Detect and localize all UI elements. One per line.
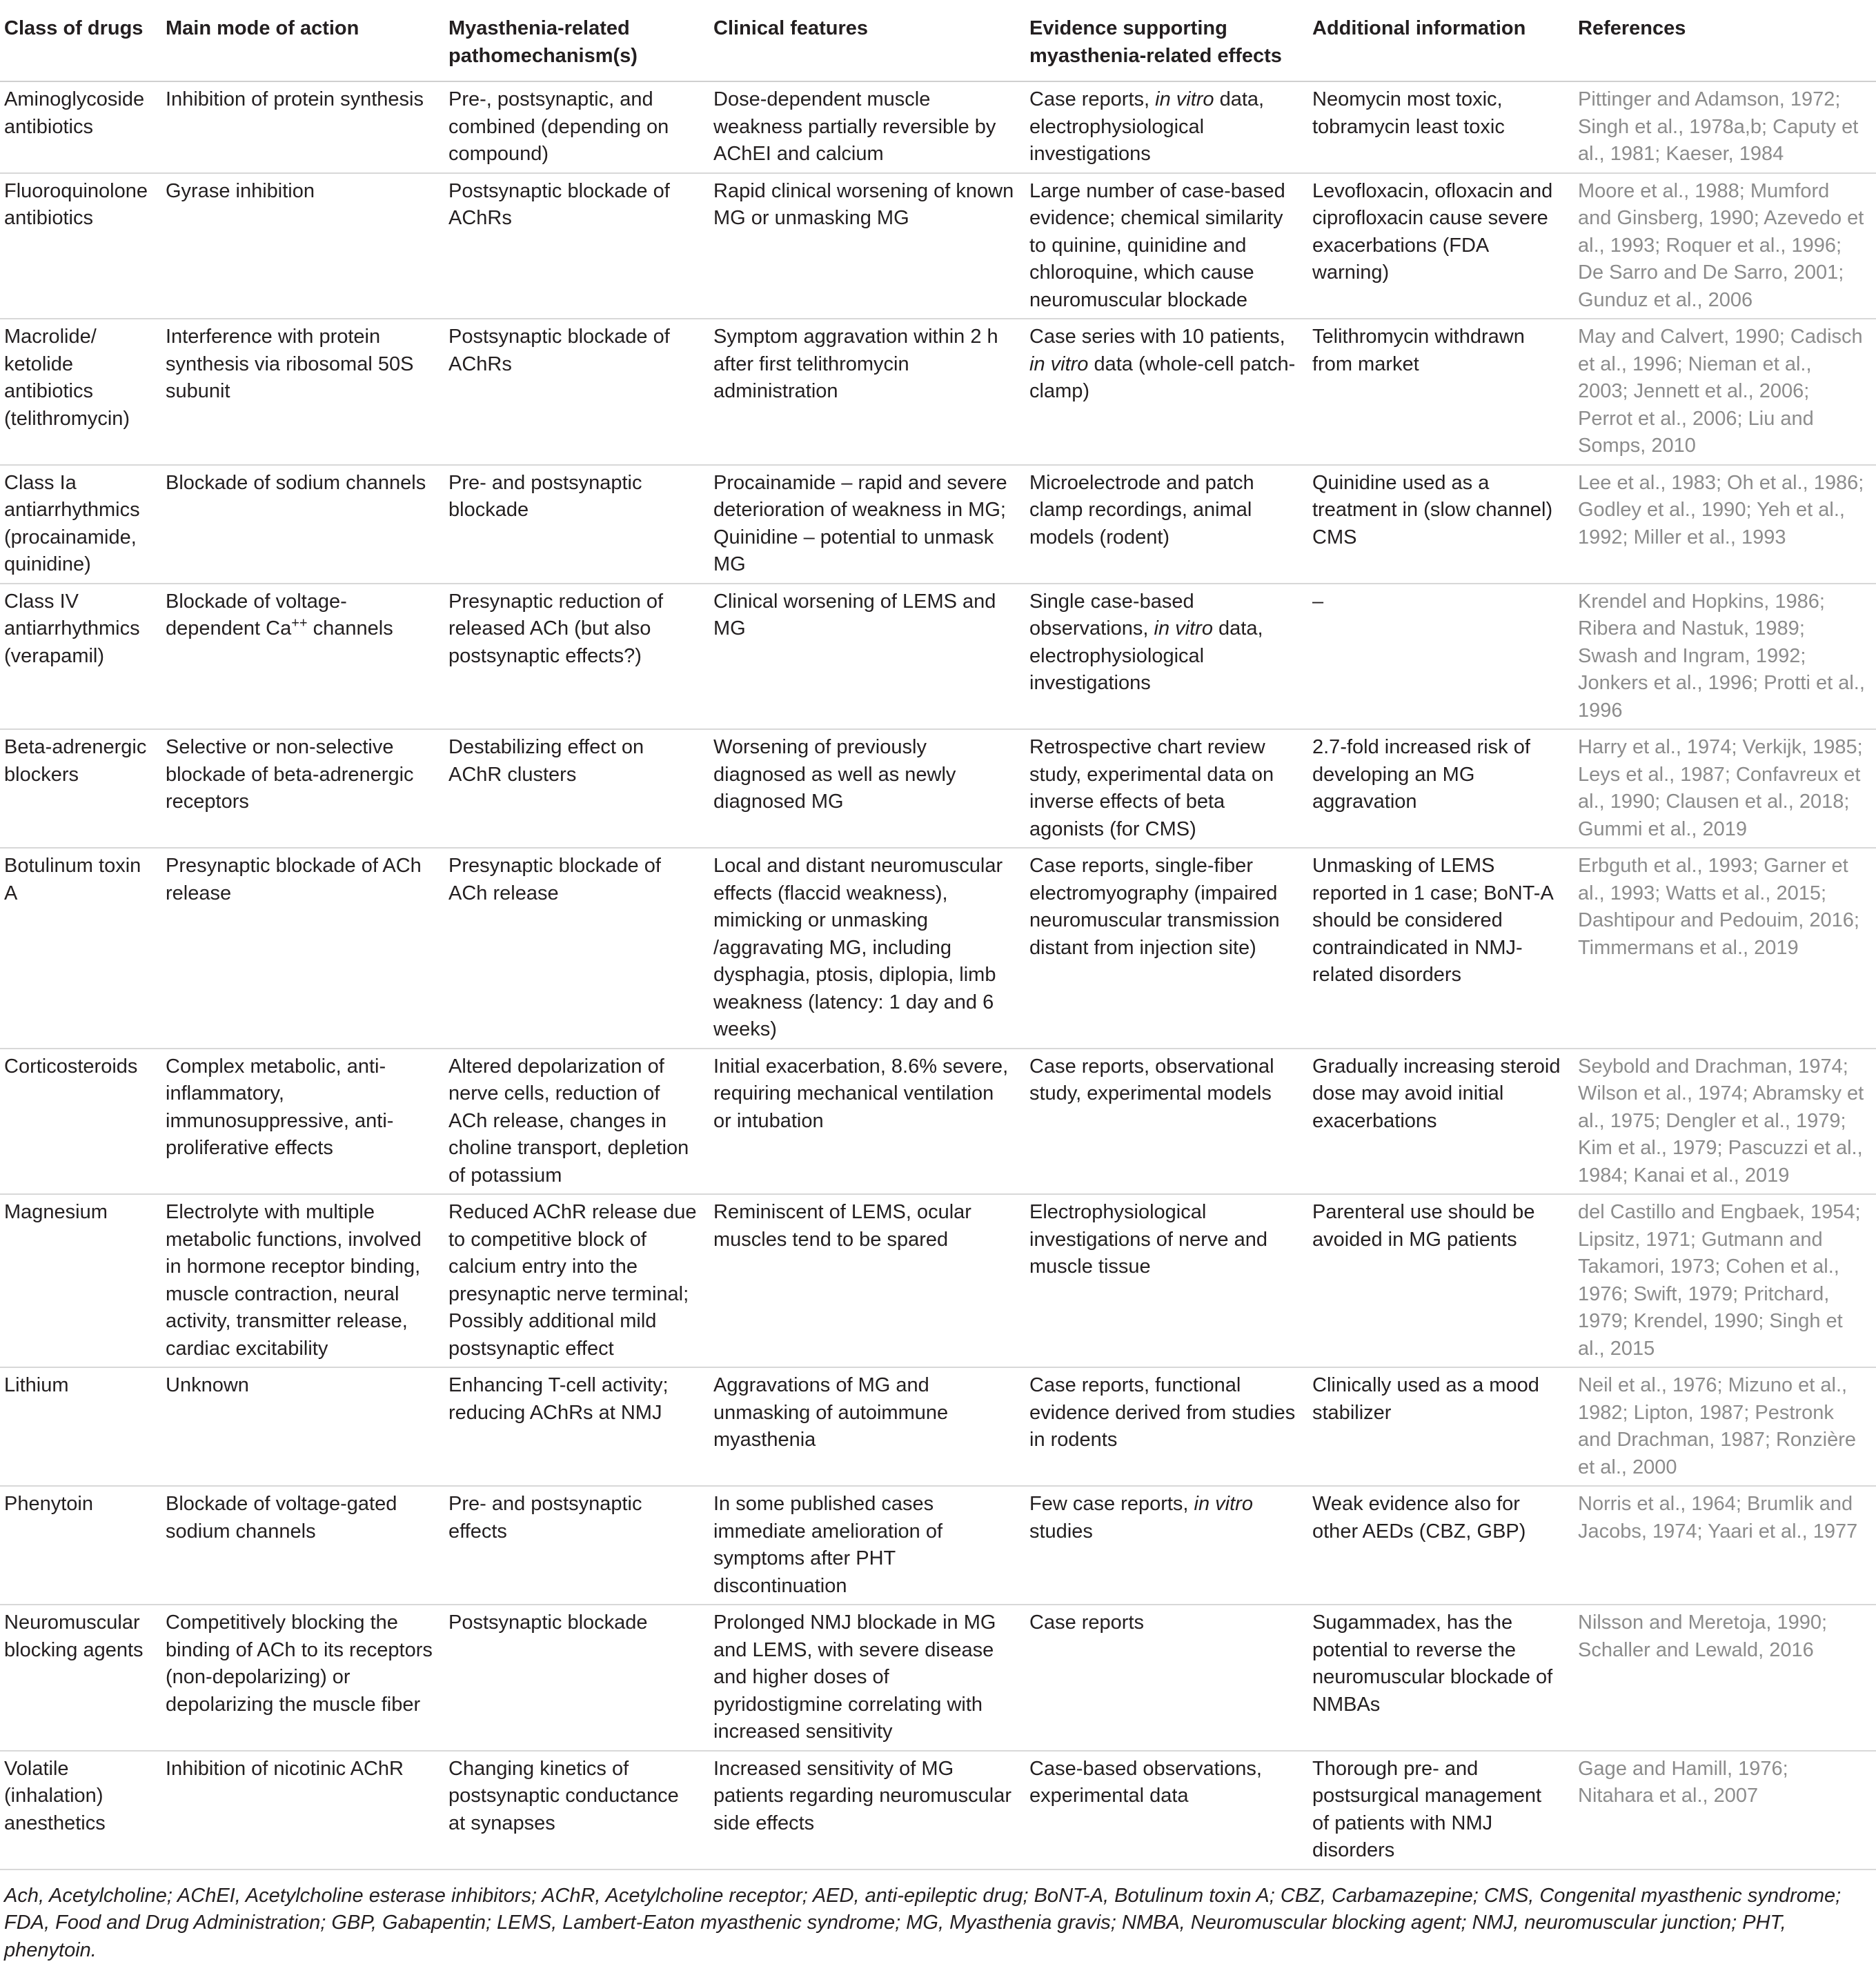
header-additional-info: Additional information (1307, 8, 1572, 81)
cell-mode-of-action: Selective or non-selective blockade of beta-adrenergic receptors (160, 729, 443, 848)
superscript-charge: ++ (291, 615, 307, 631)
evidence-italic-text: in vitro (1154, 617, 1213, 639)
table-row (0, 1367, 1876, 1486)
cell-clinical-features: Symptom aggravation within 2 h after first telithromycin administration (708, 319, 1024, 465)
cell-evidence (1024, 81, 1307, 173)
cell-mode-of-action: Interference with protein synthesis via ribosomal 50S subunit (160, 319, 443, 465)
cell-mode-of-action: Inhibition of nicotinic AChR (160, 1751, 443, 1869)
cell-drug-class: Class IV antiarrhythmics (verapamil) (0, 584, 160, 730)
evidence-italic-text: in vitro (1029, 353, 1088, 375)
cell-pathomechanism: Pre- and postsynaptic blockade (443, 465, 708, 584)
cell-mode-of-action: Electrolyte with multiple metabolic functions, involved in hormone receptor binding, muscle contraction, neural activity, transmitter release, cardiac excitability (160, 1194, 443, 1367)
header-evidence: Evidence supporting myasthenia-related effects (1024, 8, 1307, 81)
cell-mode-of-action: Blockade of sodium channels (160, 465, 443, 584)
cell-drug-class: Aminoglycoside antibiotics (0, 81, 160, 173)
cell-references: May and Calvert, 1990; Cadisch et al., 1996; Nieman et al., 2003; Jennett et al., 2006; Perrot et al., 2006; Liu and Somps, 2010 (1572, 319, 1876, 465)
evidence-text: Case reports, functional evidence derived from studies in rodents (1029, 1374, 1295, 1451)
cell-pathomechanism: Pre- and postsynaptic effects (443, 1486, 708, 1605)
cell-additional-info: Telithromycin withdrawn from market (1307, 319, 1572, 465)
cell-evidence (1024, 1194, 1307, 1367)
cell-evidence (1024, 1486, 1307, 1605)
evidence-text-continued: data, electrophysiological investigations (1029, 88, 1264, 165)
cell-pathomechanism: Altered depolarization of nerve cells, reduction of ACh release, changes in choline transport, depletion of potassium (443, 1049, 708, 1195)
cell-additional-info: 2.7-fold increased risk of developing an MG aggravation (1307, 729, 1572, 848)
cell-references: Erbguth et al., 1993; Garner et al., 1993; Watts et al., 2015; Dashtipour and Pedouim, 2016; Timmermans et al., 2019 (1572, 848, 1876, 1049)
evidence-text-continued: studies (1029, 1520, 1093, 1543)
table-row (0, 584, 1876, 730)
table-row (0, 465, 1876, 584)
cell-mode-of-action: Gyrase inhibition (160, 173, 443, 319)
header-row (0, 8, 1876, 81)
evidence-italic-text: in vitro (1194, 1493, 1253, 1515)
cell-additional-info: Weak evidence also for other AEDs (CBZ, GBP) (1307, 1486, 1572, 1605)
table-row (0, 729, 1876, 848)
cell-evidence (1024, 584, 1307, 730)
cell-drug-class: Botulinum toxin A (0, 848, 160, 1049)
evidence-text: Large number of case-based evidence; chemical similarity to quinine, quinidine and chloroquine, which cause neuromuscular blockade (1029, 180, 1285, 311)
cell-clinical-features: Local and distant neuromuscular effects (flaccid weakness), mimicking or unmasking /aggravating MG, including dysphagia, ptosis, diplopia, limb weakness (latency: 1 day and 6 weeks) (708, 848, 1024, 1049)
evidence-italic-text: in vitro (1155, 88, 1214, 110)
table-row (0, 1605, 1876, 1751)
cell-clinical-features: Aggravations of MG and unmasking of autoimmune myasthenia (708, 1367, 1024, 1486)
cell-evidence (1024, 173, 1307, 319)
evidence-text: Microelectrode and patch clamp recordings, animal models (rodent) (1029, 472, 1254, 548)
cell-references: Moore et al., 1988; Mumford and Ginsberg, 1990; Azevedo et al., 1993; Roquer et al., 1996; De Sarro and De Sarro, 2001; Gunduz et al., 2006 (1572, 173, 1876, 319)
cell-pathomechanism: Changing kinetics of postsynaptic conductance at synapses (443, 1751, 708, 1869)
evidence-text: Single case-based observations, (1029, 591, 1194, 640)
cell-additional-info: Thorough pre- and postsurgical management of patients with NMJ disorders (1307, 1751, 1572, 1869)
cell-clinical-features: Procainamide – rapid and severe deterioration of weakness in MG; Quinidine – potential to unmask MG (708, 465, 1024, 584)
cell-additional-info: – (1307, 584, 1572, 730)
evidence-text: Case reports, observational study, experimental models (1029, 1055, 1274, 1105)
cell-references: Seybold and Drachman, 1974; Wilson et al., 1974; Abramsky et al., 1975; Dengler et al., 1979; Kim et al., 1979; Pascuzzi et al., 1984; Kanai et al., 2019 (1572, 1049, 1876, 1195)
cell-pathomechanism: Postsynaptic blockade of AChRs (443, 319, 708, 465)
cell-pathomechanism: Destabilizing effect on AChR clusters (443, 729, 708, 848)
cell-drug-class: Phenytoin (0, 1486, 160, 1605)
table-row (0, 319, 1876, 465)
cell-references: Lee et al., 1983; Oh et al., 1986; Godley et al., 1990; Yeh et al., 1992; Miller et al., 1993 (1572, 465, 1876, 584)
cell-evidence (1024, 1049, 1307, 1195)
cell-additional-info: Clinically used as a mood stabilizer (1307, 1367, 1572, 1486)
table-row (0, 848, 1876, 1049)
cell-clinical-features: Dose-dependent muscle weakness partially reversible by AChEI and calcium (708, 81, 1024, 173)
cell-pathomechanism: Pre-, postsynaptic, and combined (depending on compound) (443, 81, 708, 173)
cell-evidence (1024, 1751, 1307, 1869)
cell-drug-class: Neuromuscular blocking agents (0, 1605, 160, 1751)
cell-drug-class: Magnesium (0, 1194, 160, 1367)
cell-additional-info: Neomycin most toxic, tobramycin least toxic (1307, 81, 1572, 173)
cell-additional-info: Gradually increasing steroid dose may avoid initial exacerbations (1307, 1049, 1572, 1195)
cell-references: Harry et al., 1974; Verkijk, 1985; Leys et al., 1987; Confavreux et al., 1990; Clausen et al., 2018; Gummi et al., 2019 (1572, 729, 1876, 848)
cell-pathomechanism: Postsynaptic blockade (443, 1605, 708, 1751)
header-pathomechanism: Myasthenia-related pathomechanism(s) (443, 8, 708, 81)
cell-drug-class: Class Ia antiarrhythmics (procainamide, quinidine) (0, 465, 160, 584)
drug-table (0, 8, 1876, 1870)
evidence-text: Case series with 10 patients, (1029, 326, 1285, 348)
evidence-text-continued: data (whole-cell patch-clamp) (1029, 353, 1295, 403)
cell-drug-class: Beta-adrenergic blockers (0, 729, 160, 848)
cell-references: Gage and Hamill, 1976; Nitahara et al., 2007 (1572, 1751, 1876, 1869)
table-row (0, 1751, 1876, 1869)
cell-references: Norris et al., 1964; Brumlik and Jacobs, 1974; Yaari et al., 1977 (1572, 1486, 1876, 1605)
cell-additional-info: Levofloxacin, ofloxacin and ciprofloxacin cause severe exacerbations (FDA warning) (1307, 173, 1572, 319)
header-clinical-features: Clinical features (708, 8, 1024, 81)
evidence-text: Few case reports, (1029, 1493, 1194, 1515)
cell-mode-of-action: Inhibition of protein synthesis (160, 81, 443, 173)
cell-drug-class: Macrolide/ ketolide antibiotics (telithromycin) (0, 319, 160, 465)
table-body (0, 81, 1876, 1869)
table-footnote: Ach, Acetylcholine; AChEI, Acetylcholine esterase inhibitors; AChR, Acetylcholine receptor; AED, anti-epileptic drug; BoNT-A, Botulinum toxin A; CBZ, Carbamazepine; CMS, Congenital myasthenic syndrome; FDA, Food and Drug Administration; GBP, Gabapentin; LEMS, Lambert-Eaton myasthenic syndrome; MG, Myasthenia gravis; NMBA, Neuromuscular blocking agent; NMJ, neuromuscular junction; PHT, phenytoin. (0, 1870, 1864, 1964)
table-row (0, 1049, 1876, 1195)
cell-clinical-features: Clinical worsening of LEMS and MG (708, 584, 1024, 730)
evidence-text-continued: data, electrophysiological investigations (1029, 617, 1263, 694)
header-drug-class: Class of drugs (0, 8, 160, 81)
cell-pathomechanism: Postsynaptic blockade of AChRs (443, 173, 708, 319)
cell-evidence (1024, 465, 1307, 584)
cell-references: Nilsson and Meretoja, 1990; Schaller and Lewald, 2016 (1572, 1605, 1876, 1751)
header-mode-of-action: Main mode of action (160, 8, 443, 81)
cell-evidence (1024, 1605, 1307, 1751)
cell-pathomechanism: Presynaptic blockade of ACh release (443, 848, 708, 1049)
cell-evidence (1024, 848, 1307, 1049)
table-row (0, 1194, 1876, 1367)
cell-additional-info: Parenteral use should be avoided in MG patients (1307, 1194, 1572, 1367)
table-row (0, 1486, 1876, 1605)
cell-clinical-features: Prolonged NMJ blockade in MG and LEMS, with severe disease and higher doses of pyridostigmine correlating with increased sensitivity (708, 1605, 1024, 1751)
cell-references: del Castillo and Engbaek, 1954; Lipsitz, 1971; Gutmann and Takamori, 1973; Cohen et al., 1976; Swift, 1979; Pritchard, 1979; Krendel, 1990; Singh et al., 2015 (1572, 1194, 1876, 1367)
cell-additional-info: Unmasking of LEMS reported in 1 case; BoNT-A should be considered contraindicated in NMJ-related disorders (1307, 848, 1572, 1049)
cell-references: Pittinger and Adamson, 1972; Singh et al., 1978a,b; Caputy et al., 1981; Kaeser, 1984 (1572, 81, 1876, 173)
cell-pathomechanism: Enhancing T-cell activity; reducing AChRs at NMJ (443, 1367, 708, 1486)
cell-clinical-features: In some published cases immediate amelioration of symptoms after PHT discontinuation (708, 1486, 1024, 1605)
evidence-text: Case reports, single-fiber electromyography (impaired neuromuscular transmission distant from injection site) (1029, 855, 1280, 959)
evidence-text: Case reports (1029, 1611, 1144, 1634)
cell-mode-of-action: Complex metabolic, anti-inflammatory, immunosuppressive, anti-proliferative effects (160, 1049, 443, 1195)
cell-drug-class: Volatile (inhalation) anesthetics (0, 1751, 160, 1869)
cell-additional-info: Sugammadex, has the potential to reverse the neuromuscular blockade of NMBAs (1307, 1605, 1572, 1751)
cell-mode-of-action: Blockade of voltage-gated sodium channels (160, 1486, 443, 1605)
cell-mode-of-action: Blockade of voltage-dependent Ca++ channels (160, 584, 443, 730)
cell-drug-class: Corticosteroids (0, 1049, 160, 1195)
cell-mode-of-action: Competitively blocking the binding of ACh to its receptors (non-depolarizing) or depolarizing the muscle fiber (160, 1605, 443, 1751)
evidence-text: Case-based observations, experimental data (1029, 1758, 1262, 1807)
cell-mode-of-action: Unknown (160, 1367, 443, 1486)
table-row (0, 81, 1876, 173)
cell-drug-class: Fluoroquinolone antibiotics (0, 173, 160, 319)
cell-pathomechanism: Reduced AChR release due to competitive block of calcium entry into the presynaptic nerve terminal; Possibly additional mild postsynaptic effect (443, 1194, 708, 1367)
cell-references: Krendel and Hopkins, 1986; Ribera and Nastuk, 1989; Swash and Ingram, 1992; Jonkers et al., 1996; Protti et al., 1996 (1572, 584, 1876, 730)
cell-evidence (1024, 1367, 1307, 1486)
cell-clinical-features: Worsening of previously diagnosed as well as newly diagnosed MG (708, 729, 1024, 848)
cell-clinical-features: Rapid clinical worsening of known MG or unmasking MG (708, 173, 1024, 319)
evidence-text: Electrophysiological investigations of nerve and muscle tissue (1029, 1201, 1267, 1278)
cell-evidence (1024, 729, 1307, 848)
header-references: References (1572, 8, 1876, 81)
evidence-text: Retrospective chart review study, experimental data on inverse effects of beta agonists (for CMS) (1029, 736, 1274, 840)
cell-mode-of-action: Presynaptic blockade of ACh release (160, 848, 443, 1049)
cell-drug-class: Lithium (0, 1367, 160, 1486)
table-header (0, 8, 1876, 81)
cell-clinical-features: Increased sensitivity of MG patients regarding neuromuscular side effects (708, 1751, 1024, 1869)
cell-references: Neil et al., 1976; Mizuno et al., 1982; Lipton, 1987; Pestronk and Drachman, 1987; Ronzière et al., 2000 (1572, 1367, 1876, 1486)
evidence-text: Case reports, (1029, 88, 1155, 110)
cell-evidence (1024, 319, 1307, 465)
cell-pathomechanism: Presynaptic reduction of released ACh (but also postsynaptic effects?) (443, 584, 708, 730)
cell-clinical-features: Initial exacerbation, 8.6% severe, requiring mechanical ventilation or intubation (708, 1049, 1024, 1195)
cell-clinical-features: Reminiscent of LEMS, ocular muscles tend to be spared (708, 1194, 1024, 1367)
cell-additional-info: Quinidine used as a treatment in (slow channel) CMS (1307, 465, 1572, 584)
table-row (0, 173, 1876, 319)
